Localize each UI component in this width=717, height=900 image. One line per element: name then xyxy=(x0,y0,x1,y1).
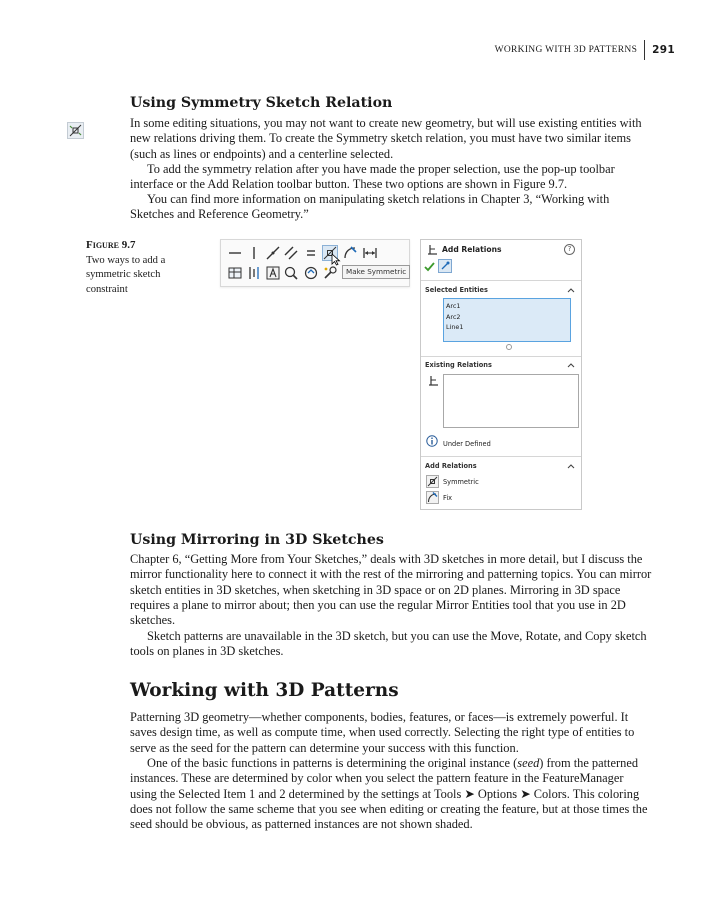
rebuild-icon[interactable] xyxy=(322,265,338,281)
mirroring-paragraph-1: Chapter 6, “Getting More from Your Sketches,” deals with 3D sketches in more detail, but I discuss the mirror functionality here to connect it with the rest of the mirroring and patterning topics. You can mirror sketch entities in 3D sketches, when sketching in 3D space or on 2D planes. Mirroring in 3D space requires a plane to mirror about; then you can use the regular Mirror Entities tool that you use in 2D sketches. xyxy=(130,552,652,628)
list-item[interactable]: Arc2 xyxy=(446,312,461,321)
running-head xyxy=(495,40,675,60)
heading-mirroring: Using Mirroring in 3D Sketches xyxy=(130,532,384,548)
collinear-relation-icon[interactable] xyxy=(265,245,281,261)
relation-symmetric[interactable]: Symmetric xyxy=(443,478,479,486)
ok-check-icon[interactable] xyxy=(424,261,435,272)
existing-relations-list[interactable] xyxy=(443,374,579,428)
heading-3d-patterns: Working with 3D Patterns xyxy=(130,680,399,701)
list-item[interactable]: Arc1 xyxy=(446,302,461,310)
equal-relation-icon[interactable] xyxy=(303,245,319,261)
resize-grip[interactable] xyxy=(506,344,512,350)
symmetry-paragraph-3: You can find more information on manipulating sketch relations in Chapter 3, “Working with Sketches and Reference Geometry.” xyxy=(130,192,610,222)
dimension-icon[interactable] xyxy=(362,245,378,261)
sketch-popup-toolbar xyxy=(220,239,410,287)
panel-title: Add Relations xyxy=(442,245,502,254)
figure-caption-text: Two ways to add a symmetric sketch constraint xyxy=(86,254,166,295)
text-tool-icon[interactable] xyxy=(265,265,281,281)
symmetry-paragraph-2: To add the symmetry relation after you have made the proper selection, use the pop-up toolbar interface or the Add Relation toolbar button. These two options are shown in Figure 9.7. xyxy=(130,162,615,192)
info-icon xyxy=(426,435,438,447)
help-button[interactable]: ? xyxy=(564,244,575,255)
figure-caption xyxy=(86,238,201,297)
fix-relation-icon[interactable] xyxy=(426,491,439,504)
linear-pattern-icon[interactable] xyxy=(246,265,262,281)
running-title: WORKING WITH 3D PATTERNS xyxy=(494,45,638,55)
chevron-up-icon[interactable] xyxy=(567,463,575,469)
relation-fix[interactable]: Fix xyxy=(443,494,453,502)
add-relations-icon xyxy=(426,243,438,255)
page-number: 291 xyxy=(652,44,675,56)
tooltip-make-symmetric: Make Symmetric xyxy=(342,265,410,279)
pin-button-icon[interactable] xyxy=(438,259,452,273)
selected-entities-list[interactable] xyxy=(443,298,571,342)
figure-label: Figure 9.7 xyxy=(86,239,136,251)
parallel-relation-icon[interactable] xyxy=(283,245,299,261)
relations-icon xyxy=(427,374,439,386)
chevron-up-icon[interactable] xyxy=(567,362,575,368)
patterns-paragraph-2: One of the basic functions in patterns is determining the original instance (seed) from the patterned instances. These are determined by color when you select the pattern feature in the FeatureManager using the Selected Item 1 and 2 determined by the settings at Tools ➤ Options ➤ Colors. This coloring does not follow the same scheme that you see when editing or creating the feature, but at those times the seed should be obvious, as patterned instances are not shown shaded. xyxy=(130,756,648,832)
sketch-table-icon[interactable] xyxy=(227,265,243,281)
fix-relation-icon[interactable] xyxy=(342,245,358,261)
patterns-paragraph-1: Patterning 3D geometry—whether components, bodies, features, or faces—is extremely powerful. It saves design time, as well as compute time, when used correctly. Selecting the right type of entities to serve as the seed for the pattern can determine your success with this function. xyxy=(130,710,635,755)
status-text: Under Defined xyxy=(443,440,491,448)
heading-symmetry: Using Symmetry Sketch Relation xyxy=(130,95,393,111)
symmetric-relation-icon xyxy=(67,122,84,139)
symmetry-paragraph-1: In some editing situations, you may not want to create new geometry, but will use existing entities with new relations driving them. To create the Symmetry sketch relation, you must have two similar items (such as lines or endpoints) and a centerline selected. xyxy=(130,116,642,161)
list-item[interactable]: Line1 xyxy=(446,323,464,331)
add-relations-title: Add Relations xyxy=(425,462,477,470)
vertical-relation-icon[interactable] xyxy=(246,245,262,261)
existing-relations-title: Existing Relations xyxy=(425,361,492,369)
selected-entities-title: Selected Entities xyxy=(425,286,488,294)
view-orient-icon[interactable] xyxy=(303,265,319,281)
symmetric-relation-icon[interactable] xyxy=(426,475,439,488)
mirroring-paragraph-2: Sketch patterns are unavailable in the 3D sketch, but you can use the Move, Rotate, and Copy sketch tools on planes in 3D sketches. xyxy=(130,629,647,659)
header-divider xyxy=(644,40,645,60)
zoom-selection-icon[interactable] xyxy=(283,265,299,281)
chevron-up-icon[interactable] xyxy=(567,287,575,293)
horizontal-relation-icon[interactable] xyxy=(227,245,243,261)
seed-term: seed xyxy=(517,756,540,770)
add-relations-panel xyxy=(420,239,582,510)
